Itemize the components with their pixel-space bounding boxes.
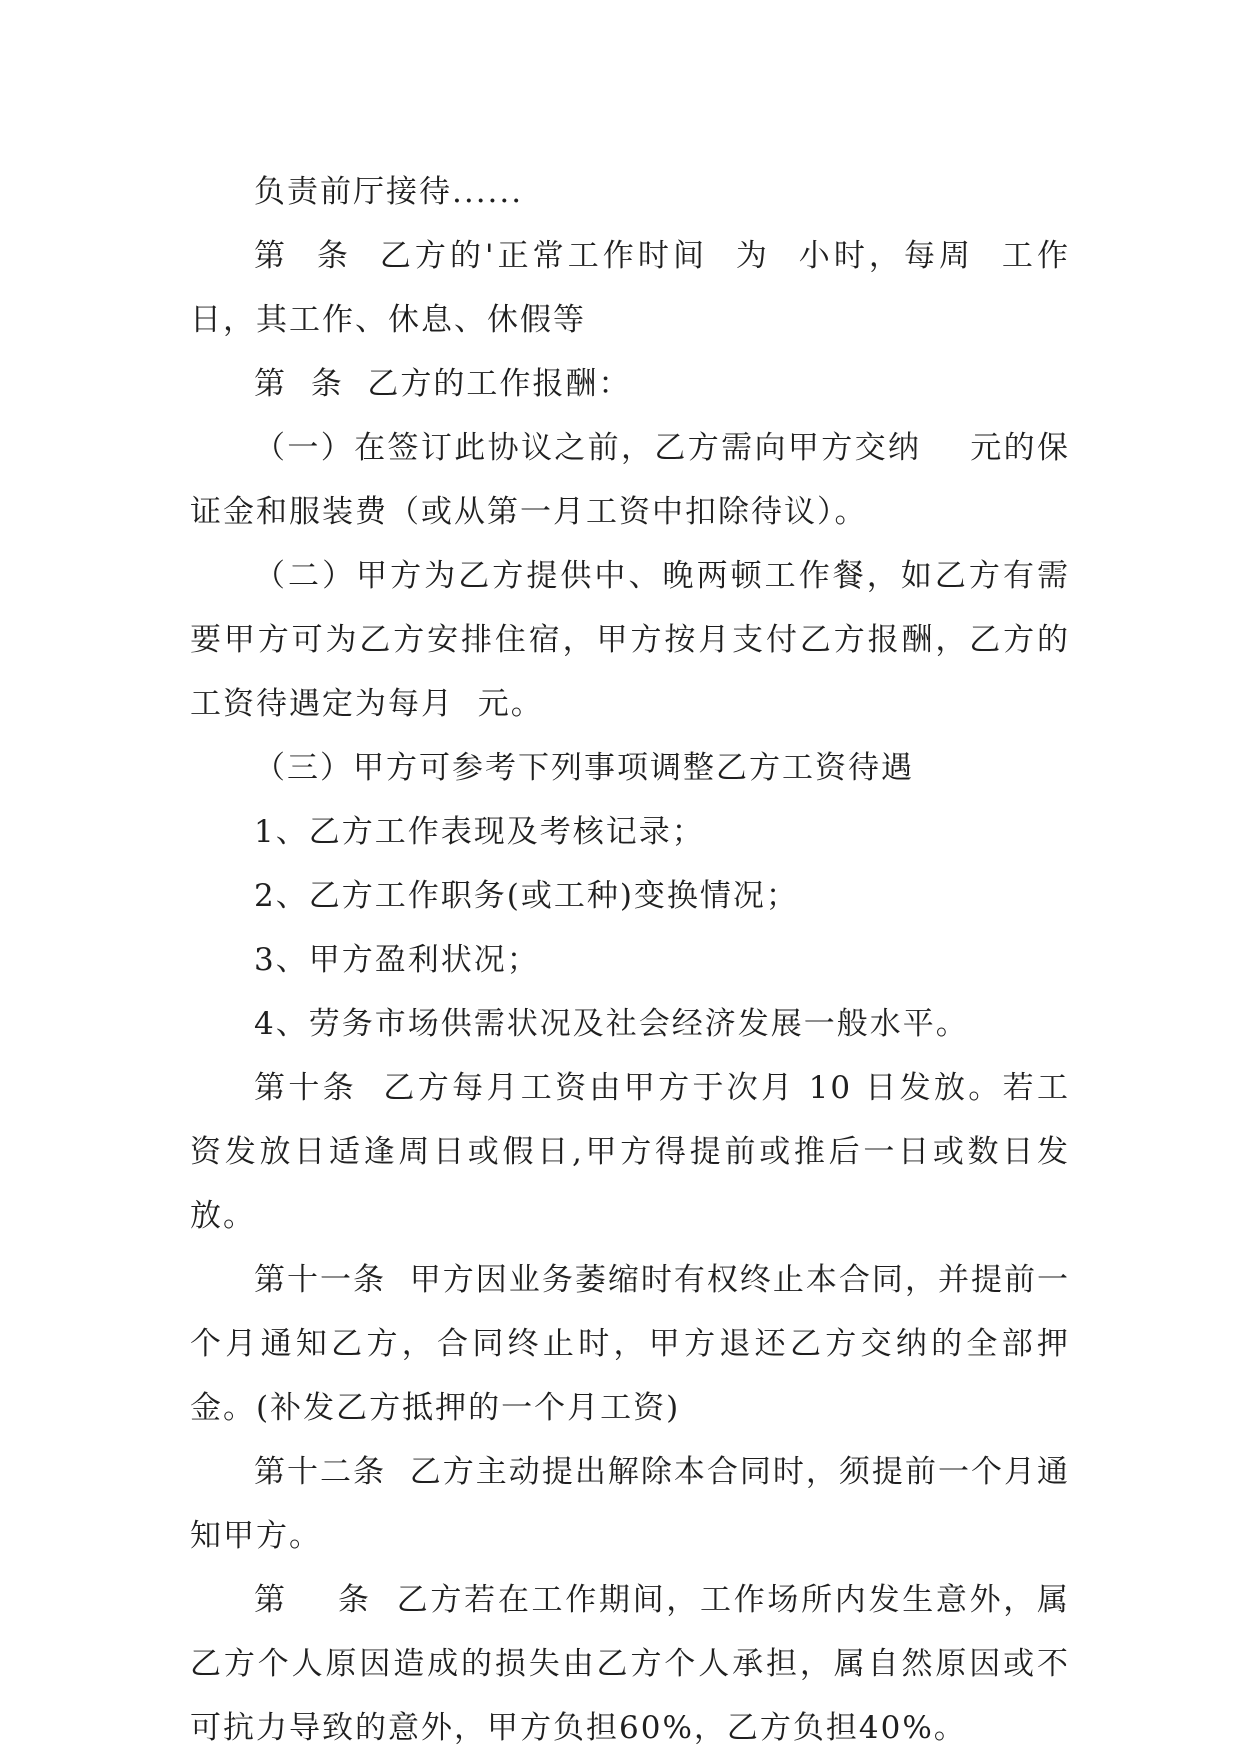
list-item-job-change: 2、乙方工作职务(或工种)变换情况； — [254, 878, 799, 914]
paragraph-deposit: （一）在签订此协议之前，乙方需向甲方交纳 元的保证金和服装费（或从第一月工资中扣除待议）。 — [190, 430, 1070, 530]
paragraph-remuneration-heading: 第 条 乙方的工作报酬： — [254, 366, 632, 402]
paragraph-working-hours: 第 条 乙方的'正常工作时间 为 小时，每周 工作日，其工作、休息、休假等 — [190, 238, 1070, 338]
paragraph-article-10: 第十条 乙方每月工资由甲方于次月 10 日发放。若工资发放日适逢周日或假日,甲方得提前或推后一日或数日发放。 — [190, 1070, 1070, 1234]
paragraph-article-12: 第十二条 乙方主动提出解除本合同时，须提前一个月通知甲方。 — [190, 1454, 1070, 1554]
list-item-performance: 1、乙方工作表现及考核记录； — [254, 814, 705, 850]
document-page — [190, 160, 1070, 1760]
list-item-profit: 3、甲方盈利状况； — [254, 942, 540, 978]
list-item-market: 4、劳务市场供需状况及社会经济发展一般水平。 — [254, 1006, 969, 1042]
paragraph-article-11: 第十一条 甲方因业务萎缩时有权终止本合同，并提前一个月通知乙方，合同终止时，甲方退还乙方交纳的全部押金。(补发乙方抵押的一个月工资) — [190, 1262, 1070, 1426]
paragraph-front-desk: 负责前厅接待...... — [254, 174, 524, 210]
paragraph-meals-and-salary: （二）甲方为乙方提供中、晚两顿工作餐，如乙方有需要甲方可为乙方安排住宿，甲方按月支付乙方报酬，乙方的工资待遇定为每月 元。 — [190, 558, 1070, 722]
paragraph-accident-liability: 第 条 乙方若在工作期间，工作场所内发生意外，属乙方个人原因造成的损失由乙方个人承担，属自然原因或不可抗力导致的意外，甲方负担60%，乙方负担40%。 — [190, 1582, 1070, 1746]
paragraph-salary-adjustment: （三）甲方可参考下列事项调整乙方工资待遇 — [254, 750, 914, 786]
